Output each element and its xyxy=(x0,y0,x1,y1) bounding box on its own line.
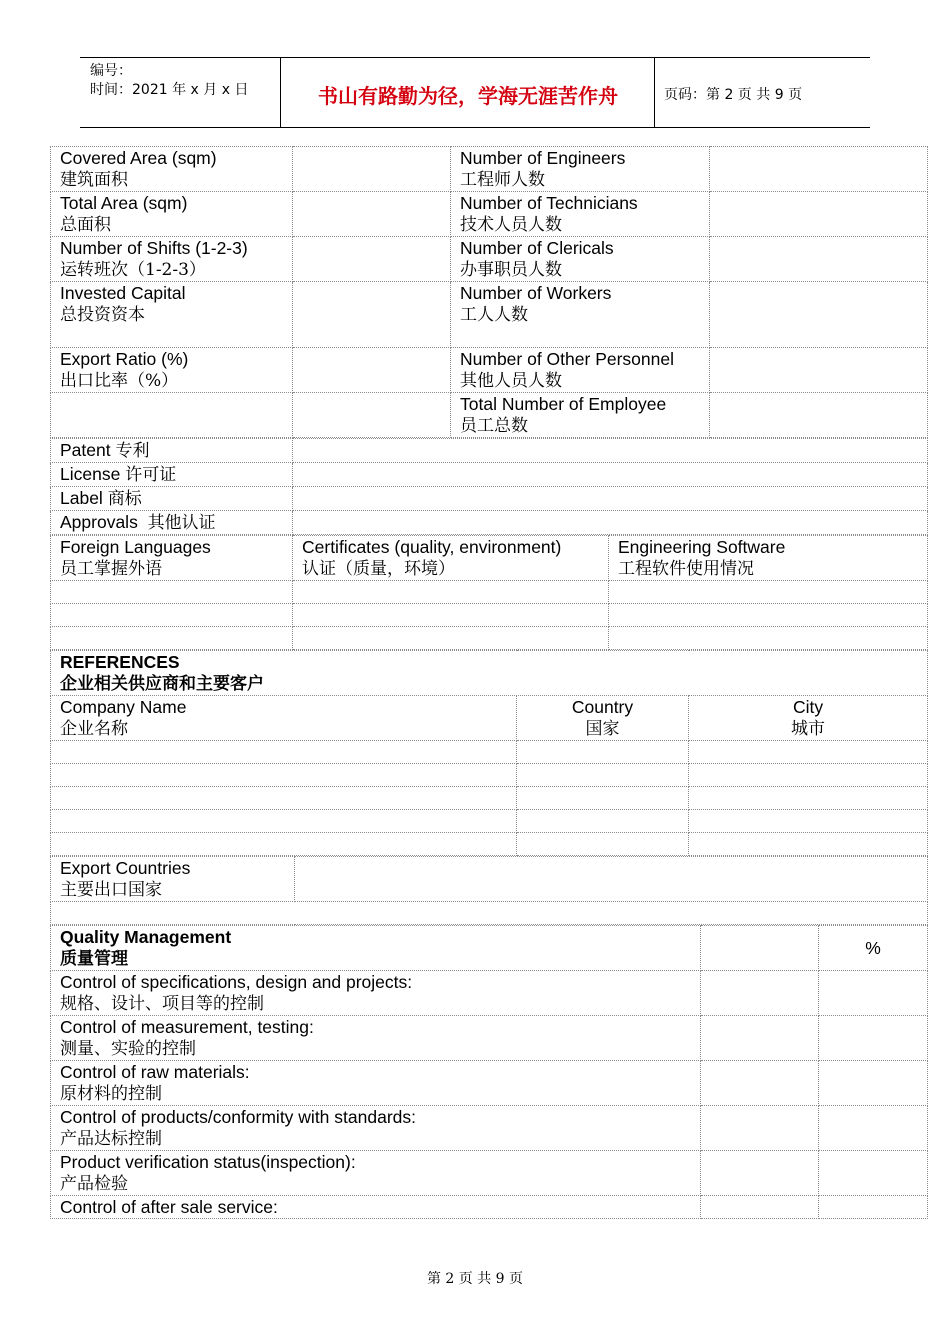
company-name-field[interactable] xyxy=(51,810,517,833)
table-row xyxy=(51,857,928,902)
export-countries-label: Export Countries 主要出口国家 xyxy=(51,857,295,902)
table-row xyxy=(51,627,928,650)
header-page-info: 页码：第 2 页 共 9 页 xyxy=(664,87,803,103)
total-employee-field[interactable] xyxy=(710,393,928,438)
city-field[interactable] xyxy=(689,764,928,787)
quality-item-label: Control of specifications, design and projects: 规格、设计、项目等的控制 xyxy=(51,971,701,1016)
table-row xyxy=(51,764,928,787)
invested-capital-field[interactable] xyxy=(293,282,451,348)
page-footer: 第 2 页 共 9 页 xyxy=(426,1271,524,1287)
quality-item-percent-field[interactable] xyxy=(819,1016,928,1061)
quality-heading: Quality Management 质量管理 xyxy=(51,926,701,971)
quality-item-label: Control of after sale service: xyxy=(51,1196,701,1219)
facility-table xyxy=(50,146,928,438)
languages-field[interactable] xyxy=(51,581,293,604)
languages-label: Foreign Languages 员工掌握外语 xyxy=(51,536,293,581)
empty-cell xyxy=(51,393,293,438)
city-field[interactable] xyxy=(689,833,928,856)
table-row xyxy=(51,604,928,627)
country-header: Country 国家 xyxy=(517,696,689,741)
company-name-field[interactable] xyxy=(51,833,517,856)
country-field[interactable] xyxy=(517,764,689,787)
export-table xyxy=(50,856,928,925)
technicians-field[interactable] xyxy=(710,192,928,237)
table-row xyxy=(51,147,928,192)
table-row xyxy=(51,439,928,463)
supplier-form xyxy=(50,146,927,1219)
total-employee-label: Total Number of Employee 员工总数 xyxy=(451,393,710,438)
invested-capital-label: Invested Capital 总投资资本 xyxy=(51,282,293,348)
other-personnel-field[interactable] xyxy=(710,348,928,393)
country-field[interactable] xyxy=(517,787,689,810)
document-date: 时间：2021 年 x 月 x 日 xyxy=(90,82,249,98)
document-number-label: 编号： xyxy=(90,63,132,79)
engineers-field[interactable] xyxy=(710,147,928,192)
table-row xyxy=(51,926,928,971)
capabilities-table xyxy=(50,535,928,650)
quality-item-field[interactable] xyxy=(701,1106,819,1151)
shifts-label: Number of Shifts (1-2-3) 运转班次（1-2-3） xyxy=(51,237,293,282)
percent-header: % xyxy=(819,926,928,971)
table-row xyxy=(51,536,928,581)
certificates-field[interactable] xyxy=(293,604,609,627)
quality-item-percent-field[interactable] xyxy=(819,1151,928,1196)
city-field[interactable] xyxy=(689,810,928,833)
export-ratio-field[interactable] xyxy=(293,348,451,393)
spacer-row xyxy=(51,902,928,925)
empty-cell xyxy=(293,393,451,438)
engineers-label: Number of Engineers 工程师人数 xyxy=(451,147,710,192)
clericals-field[interactable] xyxy=(710,237,928,282)
quality-item-field[interactable] xyxy=(701,1196,819,1219)
workers-field[interactable] xyxy=(710,282,928,348)
quality-item-percent-field[interactable] xyxy=(819,1196,928,1219)
table-row xyxy=(51,282,928,348)
table-row xyxy=(51,787,928,810)
table-row xyxy=(51,971,928,1016)
quality-item-label: Control of products/conformity with standards: 产品达标控制 xyxy=(51,1106,701,1151)
table-row xyxy=(51,741,928,764)
clericals-label: Number of Clericals 办事职员人数 xyxy=(451,237,710,282)
technicians-label: Number of Technicians 技术人员人数 xyxy=(451,192,710,237)
quality-item-label: Control of raw materials: 原材料的控制 xyxy=(51,1061,701,1106)
city-field[interactable] xyxy=(689,787,928,810)
table-row xyxy=(51,1016,928,1061)
license-field[interactable] xyxy=(293,463,928,487)
total-area-field[interactable] xyxy=(293,192,451,237)
quality-item-field[interactable] xyxy=(701,1061,819,1106)
other-personnel-label: Number of Other Personnel 其他人员人数 xyxy=(451,348,710,393)
approvals-field[interactable] xyxy=(293,511,928,535)
certificates-field[interactable] xyxy=(293,627,609,650)
header-meta xyxy=(90,62,248,100)
languages-field[interactable] xyxy=(51,604,293,627)
table-row xyxy=(51,237,928,282)
approvals-label: Approvals 其他认证 xyxy=(51,511,293,535)
table-row xyxy=(51,393,928,438)
shifts-field[interactable] xyxy=(293,237,451,282)
table-row xyxy=(51,1151,928,1196)
patent-field[interactable] xyxy=(293,439,928,463)
total-area-label: Total Area (sqm) 总面积 xyxy=(51,192,293,237)
table-row xyxy=(51,581,928,604)
table-row xyxy=(51,1061,928,1106)
company-name-field[interactable] xyxy=(51,764,517,787)
workers-label: Number of Workers 工人人数 xyxy=(451,282,710,348)
label-label: Label 商标 xyxy=(51,487,293,511)
quality-item-percent-field[interactable] xyxy=(819,1106,928,1151)
label-field[interactable] xyxy=(293,487,928,511)
certificates-field[interactable] xyxy=(293,581,609,604)
software-field[interactable] xyxy=(609,581,928,604)
software-field[interactable] xyxy=(609,604,928,627)
table-row xyxy=(51,463,928,487)
quality-item-label: Product verification status(inspection): 产品检验 xyxy=(51,1151,701,1196)
license-label: License 许可证 xyxy=(51,463,293,487)
country-field[interactable] xyxy=(517,810,689,833)
table-row xyxy=(51,902,928,925)
references-table xyxy=(50,650,928,856)
quality-empty-cell xyxy=(701,926,819,971)
certificates-label: Certificates (quality, environment) 认证（质量，环境） xyxy=(293,536,609,581)
quality-table xyxy=(50,925,928,1219)
company-name-header: Company Name 企业名称 xyxy=(51,696,517,741)
page-header xyxy=(80,57,870,128)
table-row xyxy=(51,1196,928,1219)
company-name-field[interactable] xyxy=(51,741,517,764)
header-motto: 书山有路勤为径，学海无涯苦作舟 xyxy=(318,84,618,108)
table-row xyxy=(51,810,928,833)
country-field[interactable] xyxy=(517,741,689,764)
table-row xyxy=(51,192,928,237)
export-countries-field[interactable] xyxy=(295,857,928,902)
table-row xyxy=(51,348,928,393)
company-name-field[interactable] xyxy=(51,787,517,810)
quality-item-percent-field[interactable] xyxy=(819,1061,928,1106)
table-row xyxy=(51,487,928,511)
header-divider xyxy=(654,58,655,127)
software-label: Engineering Software 工程软件使用情况 xyxy=(609,536,928,581)
quality-item-label: Control of measurement, testing: 测量、实验的控制 xyxy=(51,1016,701,1061)
software-field[interactable] xyxy=(609,627,928,650)
languages-field[interactable] xyxy=(51,627,293,650)
city-field[interactable] xyxy=(689,741,928,764)
covered-area-label: Covered Area (sqm) 建筑面积 xyxy=(51,147,293,192)
quality-item-field[interactable] xyxy=(701,971,819,1016)
export-ratio-label: Export Ratio (%) 出口比率（%） xyxy=(51,348,293,393)
ip-table xyxy=(50,438,928,535)
references-heading: REFERENCES 企业相关供应商和主要客户 xyxy=(51,651,928,696)
table-row xyxy=(51,833,928,856)
quality-item-field[interactable] xyxy=(701,1016,819,1061)
quality-item-field[interactable] xyxy=(701,1151,819,1196)
table-row xyxy=(51,696,928,741)
country-field[interactable] xyxy=(517,833,689,856)
covered-area-field[interactable] xyxy=(293,147,451,192)
city-header: City 城市 xyxy=(689,696,928,741)
patent-label: Patent 专利 xyxy=(51,439,293,463)
quality-item-percent-field[interactable] xyxy=(819,971,928,1016)
table-row xyxy=(51,511,928,535)
table-row xyxy=(51,651,928,696)
table-row xyxy=(51,1106,928,1151)
